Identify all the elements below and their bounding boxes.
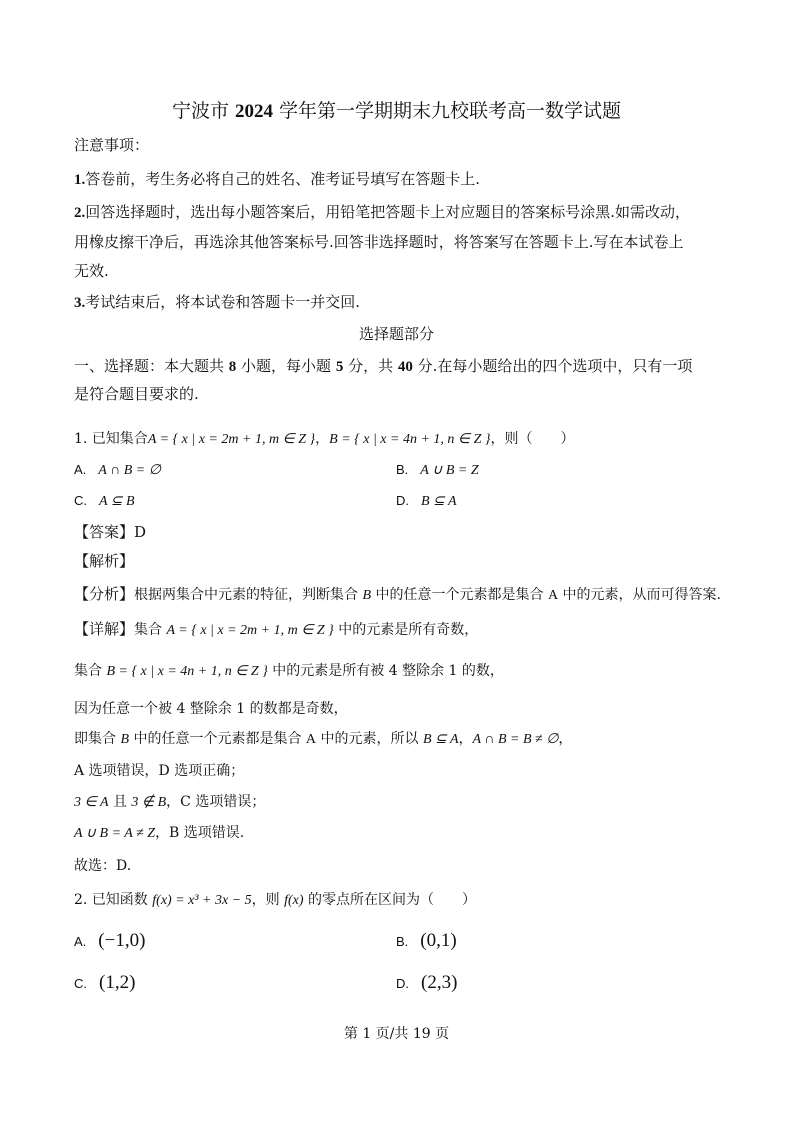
question-2-stem xyxy=(74,889,476,912)
detail-set-b: B = { x | x = 4n + 1, n ∈ Z } xyxy=(106,664,268,679)
fenxi-var-a: A xyxy=(547,588,559,603)
question-2-function: f(x) = x³ + 3x − 5 xyxy=(152,893,252,908)
question-2-number: 2. xyxy=(74,892,88,908)
question-1-stem xyxy=(74,428,575,451)
notice-item-1 xyxy=(74,168,480,191)
answer-value: D xyxy=(134,523,147,541)
q2-option-b-expr: (0,1) xyxy=(420,930,457,951)
question-1-separator: ， xyxy=(315,431,330,447)
part1-instruction-line2: 是符合题目要求的. xyxy=(74,385,199,403)
q1-detail-line4 xyxy=(74,728,572,751)
question-1-set-b: B = { x | x = 4n + 1, n ∈ Z } xyxy=(329,432,491,447)
page-footer: 第 1 页/共 19 页 xyxy=(343,1026,450,1042)
q2-option-c-expr: (1,2) xyxy=(99,972,136,993)
q2-option-c-label: C. xyxy=(74,976,87,991)
question-2-text-a: 已知函数 xyxy=(91,892,153,908)
q1-option-b-expr: A ∪ B = Z xyxy=(420,463,479,478)
q2-option-d xyxy=(396,972,457,995)
q2-option-a-label: A. xyxy=(74,934,87,949)
q2-option-d-label: D. xyxy=(396,976,409,991)
q1-option-a-expr: A ∩ B = ∅ xyxy=(98,463,161,478)
q2-option-c xyxy=(74,972,135,995)
question-2-text-b: ，则 xyxy=(251,892,285,908)
detail-l2-b: 中的元素是所有被 4 整除余 1 的数， xyxy=(267,663,504,679)
detail-set-a: A = { x | x = 2m + 1, m ∈ Z } xyxy=(166,623,334,638)
detail-l1-b: 中的元素是所有奇数， xyxy=(333,622,479,638)
q2-option-b xyxy=(396,930,457,953)
q1-detail-line8: 故选：D. xyxy=(74,858,132,874)
part1-instruction-line1 xyxy=(74,355,692,378)
detail-l6-a: 3 ∈ A xyxy=(74,795,109,810)
q2-option-a xyxy=(74,930,145,953)
detail-l4-g: ， xyxy=(558,731,573,747)
part1-text-c: 分，共 xyxy=(343,357,398,375)
detail-l4-subset: B ⊆ A xyxy=(422,732,459,747)
detail-l4-var-a: A xyxy=(305,732,317,747)
q1-analysis-tag: 【解析】 xyxy=(74,552,135,570)
notice-item-3 xyxy=(74,291,360,314)
part1-count: 8 xyxy=(228,359,237,375)
notice-item-2-line1 xyxy=(74,201,690,224)
detail-l7-b: ，B 选项错误. xyxy=(155,825,245,841)
q1-option-c xyxy=(74,490,135,513)
q1-option-a-label: A. xyxy=(74,462,87,477)
section-title: 选择题部分 xyxy=(358,325,434,343)
notice-item-1-text: 答卷前，考生务必将自己的姓名、准考证号填写在答题卡上. xyxy=(85,170,481,188)
detail-l4-var-b: B xyxy=(120,732,130,747)
q1-detail-line5: A 选项错误，D 选项正确； xyxy=(74,763,245,779)
q1-option-b-label: B. xyxy=(396,462,409,477)
detail-l4-intersection: A ∩ B = B ≠ ∅ xyxy=(472,732,559,747)
notice-item-3-num: 3. xyxy=(74,295,86,311)
q1-option-c-label: C. xyxy=(74,493,87,508)
question-1-tail: ，则（ ） xyxy=(490,431,575,447)
title-suffix: 学年第一学期期末九校联考高一数学试题 xyxy=(273,100,622,122)
notice-item-2-num: 2. xyxy=(74,205,86,221)
title-prefix: 宁波市 xyxy=(171,100,235,122)
detail-l4-b: 中的任意一个元素都是集合 xyxy=(129,731,306,747)
question-2-text-c: 的零点所在区间为（ ） xyxy=(303,892,477,908)
q1-option-d-expr: B ⊆ A xyxy=(421,494,457,509)
detail-l4-c: 中的元素，所以 xyxy=(316,731,423,747)
notice-item-2-line3: 无效. xyxy=(74,262,109,280)
part1-text-d: 分.在每小题给出的四个选项中，只有一项 xyxy=(412,357,693,375)
notice-heading: 注意事项： xyxy=(74,136,150,154)
q2-option-d-expr: (2,3) xyxy=(421,972,458,993)
notice-item-2-text: 回答选择题时，选出每小题答案后，用铅笔把答题卡上对应题目的答案标号涂黑.如需改动， xyxy=(85,203,691,221)
detail-l4-a: 即集合 xyxy=(74,731,121,747)
fenxi-text-c: 中的元素，从而可得答案. xyxy=(558,587,721,603)
q1-detail-line6 xyxy=(74,791,265,814)
q1-option-c-expr: A ⊆ B xyxy=(99,494,135,509)
q1-option-d-label: D. xyxy=(396,493,409,508)
fenxi-text-b: 中的任意一个元素都是集合 xyxy=(371,587,548,603)
part1-text-b: 小题，每小题 xyxy=(236,357,336,375)
fenxi-tag: 【分析】 xyxy=(74,585,135,603)
part1-points-total: 40 xyxy=(397,359,413,375)
detail-l7-a: A ∪ B = A ≠ Z xyxy=(74,826,156,841)
q1-option-d xyxy=(396,490,457,513)
q1-detail-line1 xyxy=(74,618,478,642)
q1-detail-line3: 因为任意一个被 4 整除余 1 的数都是奇数， xyxy=(74,701,348,717)
detail-l6-d: ，C 选项错误； xyxy=(166,794,266,810)
question-2-function-ref: f(x) xyxy=(284,893,304,908)
part1-points-each: 5 xyxy=(335,359,344,375)
q1-option-b xyxy=(396,459,479,482)
notice-item-3-text: 考试结束后，将本试卷和答题卡一并交回. xyxy=(85,293,361,311)
q1-answer xyxy=(74,521,146,543)
detail-l4-e: ， xyxy=(458,731,473,747)
q2-option-a-expr: (−1,0) xyxy=(98,930,146,951)
title-year: 2024 xyxy=(235,101,273,122)
fenxi-var-b: B xyxy=(362,588,372,603)
answer-tag: 【答案】 xyxy=(74,523,135,541)
detail-l2-a: 集合 xyxy=(74,663,107,679)
q1-option-a xyxy=(74,459,161,482)
q1-fenxi xyxy=(74,583,721,607)
detail-tag: 【详解】 xyxy=(74,620,135,638)
fenxi-text-a: 根据两集合中元素的特征，判断集合 xyxy=(134,587,363,603)
page-title xyxy=(0,98,793,125)
notice-item-1-num: 1. xyxy=(74,172,86,188)
q2-option-b-label: B. xyxy=(396,934,409,949)
detail-l6-b: 且 xyxy=(108,794,132,810)
notice-item-2-line2: 用橡皮擦干净后，再选涂其他答案标号.回答非选择题时，将答案写在答题卡上.写在本试卷上 xyxy=(74,233,684,251)
detail-l6-c: 3 ∉ B xyxy=(131,795,167,810)
question-1-number: 1. xyxy=(74,431,88,447)
question-1-set-a: A = { x | x = 2m + 1, m ∈ Z } xyxy=(147,432,316,447)
part1-text-a: 一、选择题：本大题共 xyxy=(74,357,229,375)
q1-detail-line2 xyxy=(74,660,504,683)
question-1-text: 已知集合 xyxy=(91,431,148,447)
q1-detail-line7 xyxy=(74,822,244,845)
detail-l1-a: 集合 xyxy=(134,622,167,638)
